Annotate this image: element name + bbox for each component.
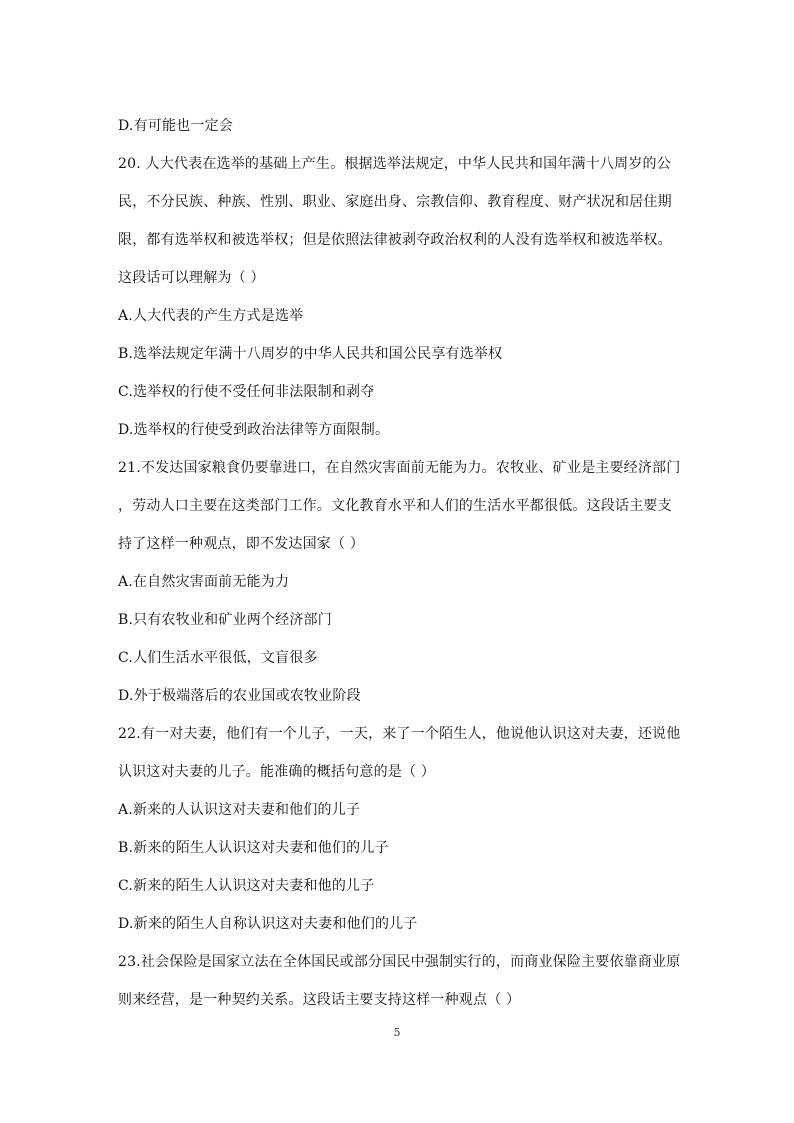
option-d: D.选举权的行使受到政治法律等方面限制。 (118, 422, 390, 438)
option-c: C.人们生活水平很低，文盲很多 (118, 650, 318, 666)
option-c: C.新来的陌生人认识这对夫妻和他的儿子 (118, 878, 375, 894)
question-20-line: 20. 人大代表在选举的基础上产生。根据选举法规定，中华人民共和国年满十八周岁的公 (118, 156, 671, 172)
text-line: 这段话可以理解为（ ） (118, 270, 265, 286)
question-22-line: 22.有一对夫妻，他们有一个儿子，一天，来了一个陌生人，他说他认识这对夫妻，还说他 (118, 726, 681, 742)
option-b: B.选举法规定年满十八周岁的中华人民共和国公民享有选举权 (118, 346, 503, 362)
text-line: 则来经营，是一种契约关系。这段话主要支持这样一种观点（ ） (118, 992, 521, 1008)
option-d: D.外于极端落后的农业国或农牧业阶段 (118, 688, 361, 704)
option-a: A.在自然灾害面前无能为力 (118, 574, 290, 590)
option-d: D.新来的陌生人自称认识这对夫妻和他们的儿子 (118, 916, 418, 932)
text-line: 民，不分民族、种族、性别、职业、家庭出身、宗教信仰、教育程度、财产状况和居住期 (118, 194, 672, 210)
option-b: B.新来的陌生人认识这对夫妻和他们的儿子 (118, 840, 389, 856)
option-a: A.新来的人认识这对夫妻和他们的儿子 (118, 802, 361, 818)
page-number: 5 (393, 1026, 401, 1039)
option-a: A.人大代表的产生方式是选举 (118, 308, 304, 324)
text-line: 持了这样一种观点，即不发达国家（ ） (118, 536, 365, 552)
question-21-line: 21.不发达国家粮食仍要靠进口，在自然灾害面前无能为力。农牧业、矿业是主要经济部门 (118, 460, 681, 476)
text-line: 限，都有选举权和被选举权；但是依照法律被剥夺政治权利的人没有选举权和被选举权。 (118, 232, 672, 248)
option-c: C.选举权的行使不受任何非法限制和剥夺 (118, 384, 375, 400)
option-b: B.只有农牧业和矿业两个经济部门 (118, 612, 332, 628)
question-23-line: 23.社会保险是国家立法在全体国民或部分国民中强制实行的，而商业保险主要依靠商业原 (118, 954, 681, 970)
text-line: 认识这对夫妻的儿子。能准确的概括句意的是（ ） (118, 764, 436, 780)
text-line: D.有可能也一定会 (118, 118, 233, 134)
text-line: ，劳动人口主要在这类部门工作。文化教育水平和人们的生活水平都很低。这段话主要支 (118, 498, 672, 514)
